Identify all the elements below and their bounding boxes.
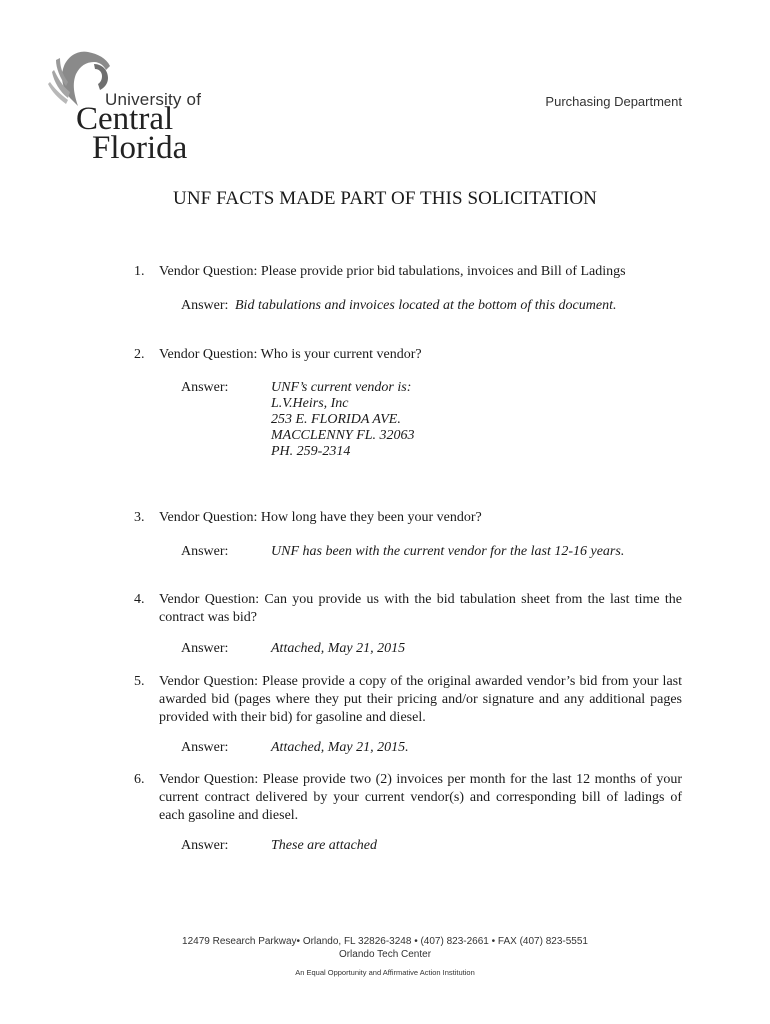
question-text: Vendor Question: Please provide two (2) invoices per month for the last 12 months of your current contract delivered by your current vendor(s) and corresponding bill of ladings of each gasoline and diesel.	[159, 772, 682, 823]
logo-text-central: Central	[76, 101, 174, 137]
question-text: Vendor Question: Please provide a copy of the original awarded vendor’s bid from your last awarded bid (pages where they put their pricing and/or signature and any additional pages provided with their bid) for gasoline and diesel.	[159, 674, 682, 725]
question-number: 1.	[134, 264, 145, 279]
answer-label: Answer:	[181, 298, 229, 313]
logo-text-florida: Florida	[92, 130, 188, 166]
question-item-4	[134, 591, 682, 627]
question-text: Vendor Question: Can you provide us with the bid tabulation sheet from the last time the contract was bid?	[159, 592, 682, 625]
question-number: 2.	[134, 347, 145, 362]
department-name: Purchasing Department	[545, 94, 682, 109]
answer-label: Answer:	[181, 641, 229, 656]
question-text: Vendor Question: Please provide prior bid tabulations, invoices and Bill of Ladings	[159, 264, 626, 279]
footer-address: 12479 Research Parkway• Orlando, FL 32826-3248 • (407) 823-2661 • FAX (407) 823-5551	[182, 936, 588, 947]
answer-label: Answer:	[181, 380, 229, 395]
answer-text: Attached, May 21, 2015.	[271, 740, 409, 755]
answer-text: These are attached	[271, 838, 378, 853]
answer-text: Bid tabulations and invoices located at the bottom of this document.	[235, 298, 617, 313]
footer-center: Orlando Tech Center	[338, 949, 432, 960]
answer-label: Answer:	[181, 838, 229, 853]
page-title: UNF FACTS MADE PART OF THIS SOLICITATION	[173, 188, 597, 209]
answer-text: Attached, May 21, 2015	[271, 641, 406, 656]
question-item-6	[134, 771, 682, 825]
answer-line: UNF’s current vendor is:	[271, 380, 412, 395]
answer-line: MACCLENNY FL. 32063	[271, 428, 415, 443]
question-number: 3.	[134, 510, 145, 525]
answer-line: PH. 259-2314	[271, 444, 351, 459]
answer-label: Answer:	[181, 740, 229, 755]
question-number: 4.	[134, 592, 145, 607]
question-item-1	[134, 263, 682, 281]
footer-eeo-statement: An Equal Opportunity and Affirmative Action Institution	[295, 968, 475, 977]
ucf-logo	[48, 48, 248, 166]
question-text: Vendor Question: Who is your current vendor?	[159, 347, 422, 362]
question-item-5	[134, 673, 682, 727]
question-text: Vendor Question: How long have they been your vendor?	[159, 510, 482, 525]
answer-label: Answer:	[181, 544, 229, 559]
question-number: 6.	[134, 772, 145, 787]
question-number: 5.	[134, 674, 145, 689]
answer-line: L.V.Heirs, Inc	[271, 396, 349, 411]
question-item-2	[134, 346, 682, 364]
answer-text: UNF has been with the current vendor for the last 12-16 years.	[271, 544, 625, 559]
logo-text-university-of: University of	[105, 90, 202, 109]
question-item-3	[134, 509, 682, 527]
answer-line: 253 E. FLORIDA AVE.	[271, 412, 401, 427]
